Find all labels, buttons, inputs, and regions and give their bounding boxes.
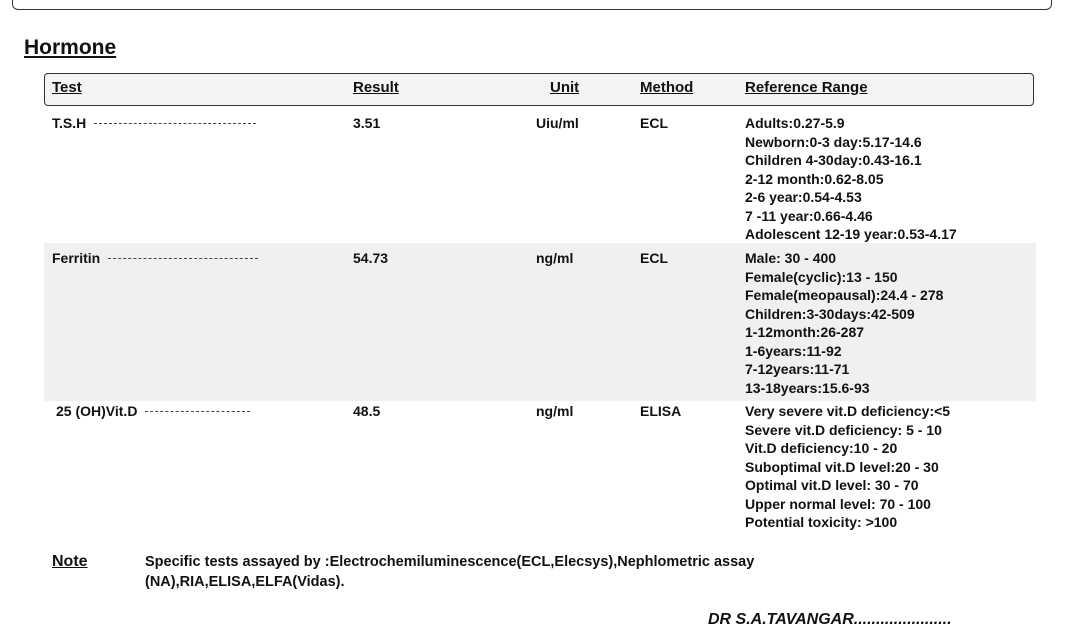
header-unit: Unit <box>550 79 580 96</box>
leader-dots <box>145 411 250 412</box>
note-text: Specific tests assayed by :Electrochemiluminescence(ECL,Elecsys),Nephlometric assay (NA),RIA,ELISA,ELFA(Vidas). <box>145 554 755 590</box>
result-value: 54.73 <box>353 250 389 266</box>
header-result: Result <box>353 79 399 96</box>
method-value: ECL <box>640 115 668 131</box>
table-row-vitamin-d <box>44 396 1036 538</box>
note-label: Note <box>52 553 88 570</box>
header-reference-range: Reference Range <box>745 79 868 96</box>
reference-line: 1-6years:11-92 <box>745 342 842 359</box>
reference-line: Newborn:0-3 day:5.17-14.6 <box>745 133 922 150</box>
header-test: Test <box>52 79 82 96</box>
test-name: 25 (OH)Vit.D <box>56 403 138 419</box>
reference-line: Very severe vit.D deficiency:<5 <box>745 403 951 419</box>
top-frame <box>12 0 1052 10</box>
unit-value: Uiu/ml <box>536 115 579 131</box>
reference-line: 13-18years:15.6-93 <box>745 379 870 396</box>
reference-line: Children:3-30days:42-509 <box>745 305 915 322</box>
unit-value: ng/ml <box>536 250 574 266</box>
result-value: 48.5 <box>353 403 381 419</box>
reference-line: 1-12month:26-287 <box>745 324 865 340</box>
result-value: 3.51 <box>353 115 381 131</box>
reference-line: Vit.D deficiency:10 - 20 <box>745 440 898 456</box>
reference-line: Children 4-30day:0.43-16.1 <box>745 152 922 168</box>
section-title: Hormone <box>24 36 117 59</box>
reference-line: Female(cyclic):13 - 150 <box>745 268 898 285</box>
reference-line: 7-12years:11-71 <box>745 361 850 377</box>
leader-dots <box>94 123 256 124</box>
reference-line: Adolescent 12-19 year:0.53-4.17 <box>745 226 957 242</box>
test-name: Ferritin <box>52 250 101 266</box>
reference-line: Optimal vit.D level: 30 - 70 <box>745 477 919 493</box>
method-value: ECL <box>640 250 668 266</box>
reference-line: Potential toxicity: >100 <box>745 514 898 530</box>
reference-line: 2-12 month:0.62-8.05 <box>745 170 884 187</box>
test-name-cell <box>52 249 258 268</box>
test-name: T.S.H <box>52 115 87 131</box>
table-header <box>44 73 1034 106</box>
method-value: ELISA <box>640 403 682 419</box>
reference-line: Male: 30 - 400 <box>745 250 837 266</box>
reference-line: Severe vit.D deficiency: 5 - 10 <box>745 421 942 438</box>
leader-dots <box>108 258 258 259</box>
reference-line: 2-6 year:0.54-4.53 <box>745 189 862 205</box>
reference-line: Adults:0.27-5.9 <box>745 115 845 131</box>
reference-range-list <box>745 114 957 244</box>
table-row-ferritin <box>44 243 1036 401</box>
reference-line: Female(meopausal):24.4 - 278 <box>745 287 944 303</box>
unit-value: ng/ml <box>536 403 574 419</box>
test-name-cell <box>52 114 256 133</box>
reference-line: Suboptimal vit.D level:20 - 30 <box>745 458 939 475</box>
reference-range-list <box>745 249 943 397</box>
reference-line: 7 -11 year:0.66-4.46 <box>745 207 873 224</box>
header-method: Method <box>640 79 694 96</box>
reference-range-list <box>745 402 950 532</box>
table-row-tsh <box>44 108 1036 248</box>
doctor-signature: DR S.A.TAVANGAR...................... <box>708 611 952 628</box>
test-name-cell <box>56 402 250 421</box>
reference-line: Upper normal level: 70 - 100 <box>745 495 931 512</box>
